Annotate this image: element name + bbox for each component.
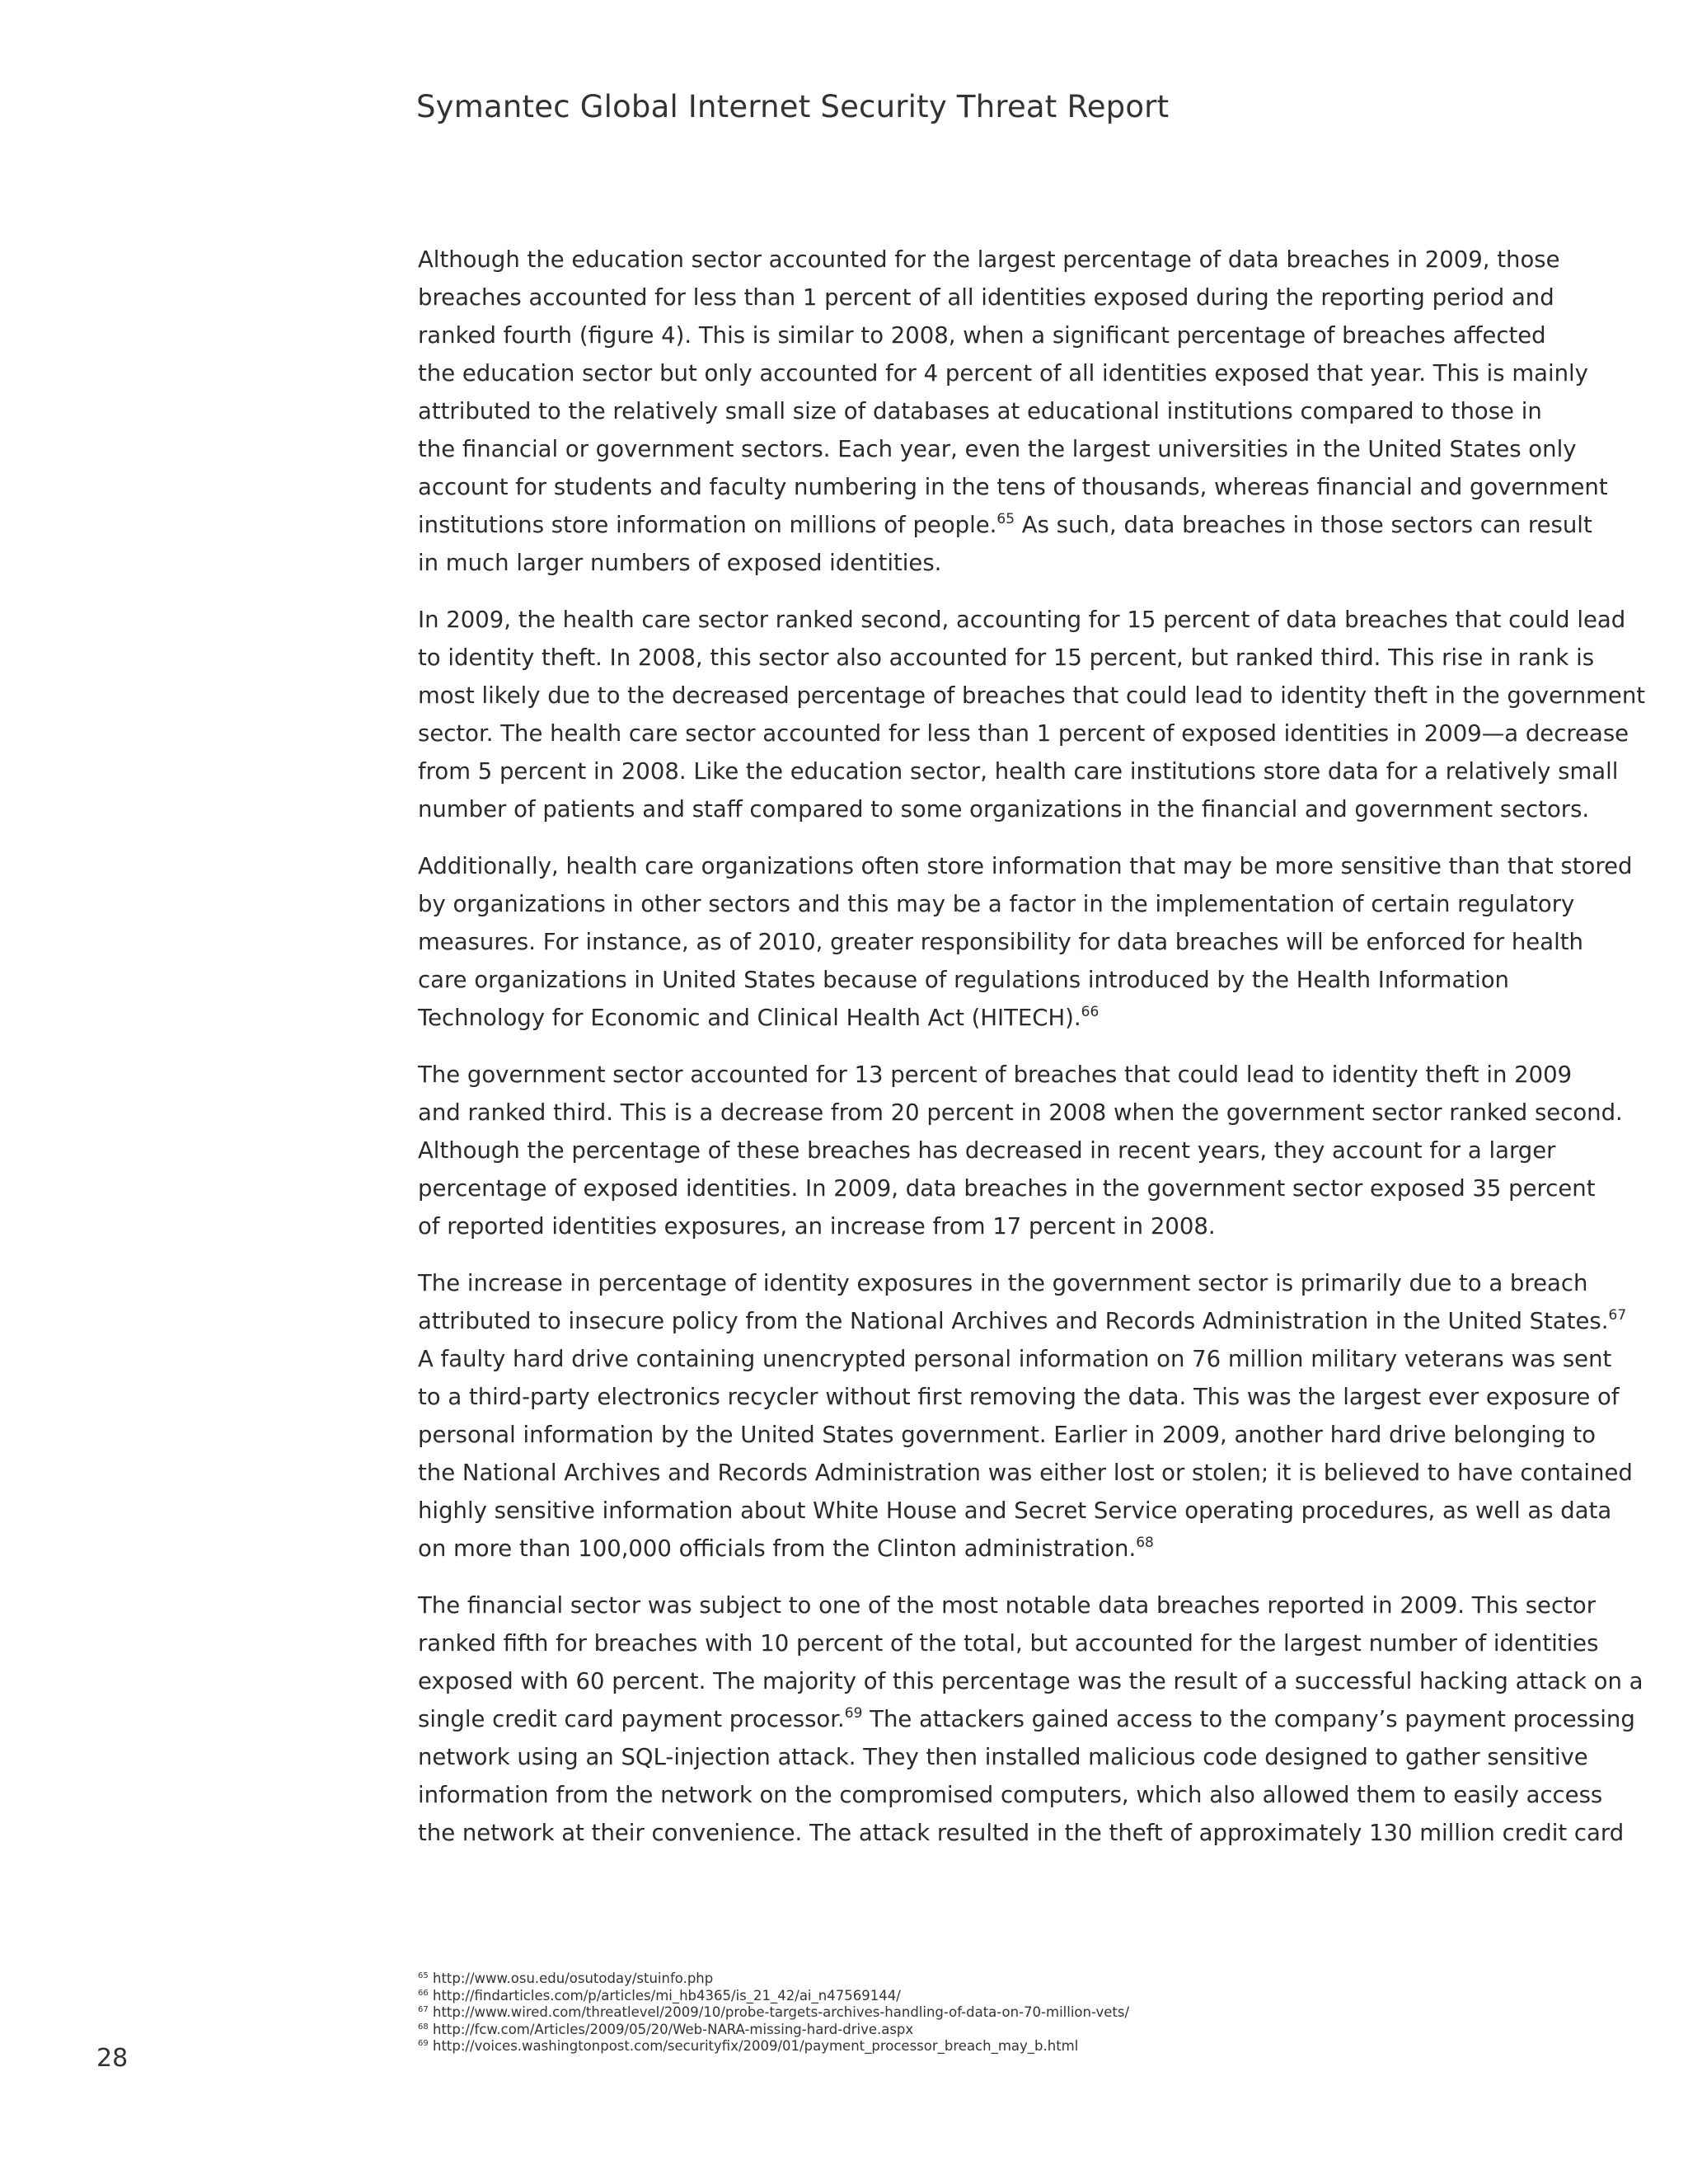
text-line: information from the network on the compromised computers, which also allowed them to easily access <box>418 1782 1603 1808</box>
text-line: the financial or government sectors. Each year, even the largest universities in the United States only <box>418 436 1577 462</box>
paragraph-government-sector <box>418 1056 1623 1245</box>
footnote <box>418 1988 1489 2005</box>
paragraph-health-care-sector <box>418 601 1646 828</box>
text-line: ranked fourth (figure 4). This is similar to 2008, when a significant percentage of breaches affected <box>418 322 1546 349</box>
body-text <box>418 241 1646 1871</box>
footnote-number: 68 <box>418 2022 429 2032</box>
text-line: The financial sector was subject to one of the most notable data breaches reported in 2009. This sector <box>418 1592 1597 1619</box>
text-line: and ranked third. This is a decrease from 20 percent in 2008 when the government sector ranked second. <box>418 1099 1623 1126</box>
text-line: to identity theft. In 2008, this sector also accounted for 15 percent, but ranked third. This rise in rank is <box>418 644 1595 671</box>
text-line <box>418 999 1555 1037</box>
footnote-link[interactable]: http://www.osu.edu/osutoday/stuinfo.php <box>432 1971 714 1986</box>
footnote <box>418 2022 1489 2039</box>
text-line: In 2009, the health care sector ranked second, accounting for 15 percent of data breaches that could lead <box>418 607 1626 633</box>
footnote-ref: 66 <box>1081 1004 1100 1020</box>
text-line: by organizations in other sectors and this may be a factor in the implementation of certain regulatory <box>418 891 1575 917</box>
text-line: Additionally, health care organizations often store information that may be more sensitive than that stored <box>418 853 1633 879</box>
page-number: 28 <box>96 2044 129 2073</box>
footnote-number: 65 <box>418 1971 429 1980</box>
text-line: exposed with 60 percent. The majority of this percentage was the result of a successful hacking attack on a <box>418 1668 1643 1694</box>
text-line: highly sensitive information about White House and Secret Service operating procedures, as well as data <box>418 1497 1612 1524</box>
text-segment: Technology for Economic and Clinical Health Act (HITECH). <box>418 1005 1081 1031</box>
text-line: to a third-party electronics recycler without first removing the data. This was the largest ever exposure of <box>418 1384 1620 1410</box>
footnote <box>418 2038 1489 2055</box>
text-line: Although the percentage of these breaches has decreased in recent years, they account for a larger <box>418 1137 1556 1164</box>
text-line <box>418 1530 1555 1568</box>
footnote-link[interactable]: http://www.wired.com/threatlevel/2009/10/probe-targets-archives-handling-of-data-on-70-million-vets/ <box>432 2004 1130 2020</box>
text-segment: on more than 100,000 officials from the Clinton administration. <box>418 1535 1137 1562</box>
text-line: network using an SQL-injection attack. They then installed malicious code designed to gather sensitive <box>418 1744 1588 1770</box>
text-segment: attributed to insecure policy from the National Archives and Records Administration in the United States. <box>418 1308 1609 1334</box>
text-line: number of patients and staff compared to some organizations in the financial and government sectors. <box>418 796 1590 823</box>
text-line: The increase in percentage of identity exposures in the government sector is primarily due to a breach <box>418 1270 1588 1296</box>
footnote-ref: 65 <box>996 511 1015 527</box>
footnotes <box>418 1971 1489 2055</box>
text-line: The government sector accounted for 13 percent of breaches that could lead to identity theft in 2009 <box>418 1062 1573 1088</box>
text-segment: As such, data breaches in those sectors can result <box>1015 512 1592 538</box>
page-header-title: Symantec Global Internet Security Threat Report <box>416 89 1170 124</box>
text-line: percentage of exposed identities. In 2009, data breaches in the government sector exposed 35 percent <box>418 1175 1596 1202</box>
text-line: Although the education sector accounted for the largest percentage of data breaches in 2009, those <box>418 246 1560 273</box>
footnote-number: 67 <box>418 2005 429 2014</box>
text-line: account for students and faculty numbering in the tens of thousands, whereas financial and government <box>418 474 1608 500</box>
text-line: the education sector but only accounted for 4 percent of all identities exposed that year. This is mainly <box>418 360 1588 387</box>
footnote-ref: 68 <box>1136 1535 1154 1551</box>
footnote-number: 66 <box>418 1988 429 1998</box>
text-line: the network at their convenience. The attack resulted in the theft of approximately 130 million credit card <box>418 1820 1625 1846</box>
text-line: measures. For instance, as of 2010, greater responsibility for data breaches will be enforced for health <box>418 929 1583 955</box>
footnote <box>418 2004 1489 2022</box>
footnote <box>418 1971 1489 1988</box>
text-line: in much larger numbers of exposed identities. <box>418 550 942 576</box>
paragraph-government-exposures <box>418 1264 1633 1568</box>
paragraph-education-sector <box>418 241 1608 582</box>
paragraph-financial-sector <box>418 1586 1643 1852</box>
footnote-link[interactable]: http://voices.washingtonpost.com/securityfix/2009/01/payment_processor_breach_may_b.html <box>432 2038 1079 2054</box>
text-segment: single credit card payment processor. <box>418 1706 845 1732</box>
text-line: ranked fifth for breaches with 10 percent of the total, but accounted for the largest number of identities <box>418 1630 1599 1657</box>
text-line: most likely due to the decreased percentage of breaches that could lead to identity theft in the government <box>418 682 1646 709</box>
footnote-ref: 67 <box>1608 1307 1627 1324</box>
text-line: the National Archives and Records Administration was either lost or stolen; it is believed to have contained <box>418 1460 1633 1486</box>
text-line: sector. The health care sector accounted for less than 1 percent of exposed identities in 2009—a decrease <box>418 720 1629 747</box>
text-line: care organizations in United States because of regulations introduced by the Health Information <box>418 967 1509 993</box>
text-line: of reported identities exposures, an increase from 17 percent in 2008. <box>418 1213 1216 1240</box>
text-line: breaches accounted for less than 1 percent of all identities exposed during the reporting period and <box>418 284 1554 311</box>
footnote-link[interactable]: http://fcw.com/Articles/2009/05/20/Web-NARA-missing-hard-drive.aspx <box>432 2021 914 2037</box>
text-line: attributed to the relatively small size of databases at educational institutions compared to those in <box>418 398 1542 424</box>
footnote-number: 69 <box>418 2039 429 2048</box>
text-segment: The attackers gained access to the company’s payment processing <box>862 1706 1635 1732</box>
text-line: personal information by the United States government. Earlier in 2009, another hard drive belonging to <box>418 1422 1596 1448</box>
text-line <box>418 506 1592 544</box>
text-line <box>418 1302 1627 1340</box>
footnote-ref: 69 <box>844 1705 863 1722</box>
paragraph-health-care-regulation <box>418 847 1633 1037</box>
text-line: A faulty hard drive containing unencrypted personal information on 76 million military veterans was sent <box>418 1346 1612 1372</box>
footnote-link[interactable]: http://findarticles.com/p/articles/mi_hb4365/is_21_42/ai_n47569144/ <box>432 1987 901 2004</box>
text-segment: institutions store information on millions of people. <box>418 512 997 538</box>
text-line: from 5 percent in 2008. Like the education sector, health care institutions store data for a relatively small <box>418 758 1619 785</box>
text-line <box>418 1700 1635 1738</box>
